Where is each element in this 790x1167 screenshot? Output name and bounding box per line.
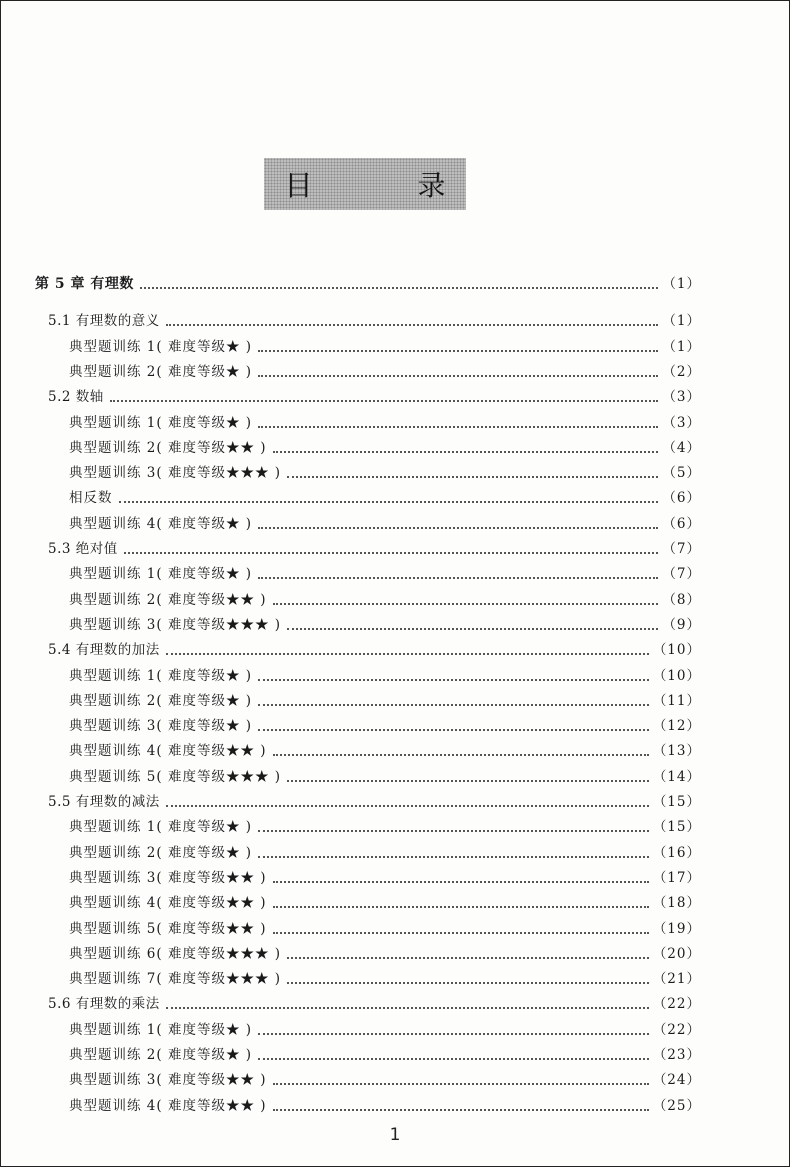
toc-item-row bbox=[69, 1096, 701, 1116]
toc-page-number: （19） bbox=[652, 920, 701, 937]
toc-item-row bbox=[69, 438, 701, 458]
toc-page-number: （10） bbox=[652, 667, 701, 684]
dot-leader bbox=[110, 400, 659, 402]
toc-section-row bbox=[48, 539, 701, 559]
toc-page-number: （1） bbox=[662, 313, 701, 330]
dot-leader bbox=[287, 957, 649, 959]
toc-page-number: （22） bbox=[652, 996, 701, 1013]
toc-page-number: （16） bbox=[652, 844, 701, 861]
dot-leader bbox=[258, 527, 658, 529]
toc-page-number: （5） bbox=[662, 465, 701, 482]
title-banner bbox=[264, 158, 494, 210]
toc-item-row bbox=[69, 666, 701, 686]
dot-leader bbox=[287, 476, 658, 478]
toc-item-row bbox=[69, 944, 701, 964]
toc-entry-label: 典型题训练 2( 难度等级★ ) bbox=[69, 692, 252, 709]
dot-leader bbox=[258, 350, 658, 352]
toc-page-number: （15） bbox=[652, 794, 701, 810]
toc-item-row bbox=[69, 1020, 701, 1040]
toc-item-row bbox=[69, 767, 701, 787]
toc-section-row bbox=[48, 994, 701, 1014]
toc-page-number: （1） bbox=[662, 338, 701, 355]
dot-leader bbox=[258, 1033, 649, 1035]
toc-page-number: （6） bbox=[662, 515, 701, 532]
toc-item-row bbox=[69, 413, 701, 433]
dot-leader bbox=[258, 856, 649, 858]
dot-leader bbox=[258, 1058, 649, 1060]
toc-entry-label: 典型题训练 1( 难度等级★ ) bbox=[69, 338, 252, 355]
toc-entry-label: 典型题训练 4( 难度等级★★ ) bbox=[69, 895, 267, 912]
dot-leader bbox=[273, 1109, 649, 1111]
toc-item-row bbox=[69, 463, 701, 483]
toc-entry-label: 典型题训练 1( 难度等级★ ) bbox=[69, 414, 252, 431]
toc-entry-label: 典型题训练 7( 难度等级★★★ ) bbox=[69, 971, 281, 988]
toc-page-number: （25） bbox=[652, 1097, 701, 1114]
dot-leader bbox=[140, 287, 659, 289]
toc-entry-label: 典型题训练 2( 难度等级★★ ) bbox=[69, 439, 267, 456]
dot-leader bbox=[258, 375, 658, 377]
dot-leader bbox=[273, 932, 649, 934]
toc-entry-label: 典型题训练 2( 难度等级★ ) bbox=[69, 844, 252, 861]
toc-section-row bbox=[48, 311, 701, 331]
dot-leader bbox=[273, 1083, 649, 1085]
toc-entry-label: 典型题训练 1( 难度等级★ ) bbox=[69, 1021, 252, 1038]
toc-entry-label: 典型题训练 5( 难度等级★★ ) bbox=[69, 920, 267, 937]
toc-item-row bbox=[69, 893, 701, 913]
toc-page-number: （7） bbox=[662, 541, 701, 557]
page-number: 1 bbox=[389, 1125, 401, 1145]
dot-leader bbox=[166, 653, 649, 655]
toc-entry-label: 5.2 数轴 bbox=[48, 389, 104, 406]
toc-item-row bbox=[69, 615, 701, 635]
toc-page-number: （3） bbox=[662, 414, 701, 431]
toc-item-row bbox=[69, 919, 701, 939]
toc-page-number: （10） bbox=[652, 642, 701, 659]
toc-entry-label: 5.5 有理数的减法 bbox=[48, 794, 160, 810]
toc-item-row bbox=[69, 868, 701, 888]
toc-page-number: （3） bbox=[662, 389, 701, 406]
dot-leader bbox=[258, 426, 658, 428]
toc-page-number: （21） bbox=[652, 971, 701, 988]
dot-leader bbox=[166, 324, 659, 326]
dot-leader bbox=[166, 805, 649, 807]
toc-entry-label: 典型题训练 3( 难度等级★ ) bbox=[69, 718, 252, 735]
toc-page-number: （22） bbox=[652, 1021, 701, 1038]
dot-leader bbox=[287, 780, 649, 782]
toc-page-number: （7） bbox=[662, 566, 701, 583]
toc-item-row bbox=[69, 488, 701, 508]
toc-entry-label: 典型题训练 4( 难度等级★ ) bbox=[69, 515, 252, 532]
toc-entry-label: 典型题训练 1( 难度等级★ ) bbox=[69, 819, 252, 836]
toc-page-number: （9） bbox=[662, 616, 701, 633]
toc-section-row bbox=[48, 387, 701, 407]
toc-page-number: （1） bbox=[662, 276, 701, 292]
toc-item-row bbox=[69, 514, 701, 534]
toc-entry-label: 典型题训练 3( 难度等级★★★ ) bbox=[69, 616, 281, 633]
toc-page-number: （11） bbox=[652, 692, 701, 709]
toc-page-number: （20） bbox=[652, 945, 701, 962]
toc-entry-label: 典型题训练 3( 难度等级★★★ ) bbox=[69, 465, 281, 482]
toc-item-row bbox=[69, 817, 701, 837]
toc-page-number: （18） bbox=[652, 895, 701, 912]
toc-item-row bbox=[69, 843, 701, 863]
toc-item-row bbox=[69, 741, 701, 761]
dot-leader bbox=[287, 982, 649, 984]
dot-leader bbox=[273, 881, 649, 883]
dot-leader bbox=[273, 906, 649, 908]
toc-entry-label: 典型题训练 3( 难度等级★★ ) bbox=[69, 1072, 267, 1089]
toc-entry-label: 5.1 有理数的意义 bbox=[48, 313, 160, 330]
toc-page-number: （24） bbox=[652, 1072, 701, 1089]
dot-leader bbox=[273, 603, 659, 605]
dot-leader bbox=[258, 729, 649, 731]
toc-page-number: （15） bbox=[652, 819, 701, 836]
toc-chapter-row bbox=[35, 274, 701, 294]
toc-entry-label: 典型题训练 2( 难度等级★ ) bbox=[69, 363, 252, 380]
dot-leader bbox=[166, 1007, 649, 1009]
toc-entry-label: 典型题训练 6( 难度等级★★★ ) bbox=[69, 945, 281, 962]
dot-leader bbox=[258, 577, 658, 579]
dot-leader bbox=[119, 501, 659, 503]
toc-page-number: （2） bbox=[662, 363, 701, 380]
page-title: 目 录 bbox=[284, 169, 494, 202]
toc-entry-label: 相反数 bbox=[69, 490, 113, 507]
toc-page-number: （17） bbox=[652, 869, 701, 886]
toc-entry-label: 典型题训练 3( 难度等级★★ ) bbox=[69, 869, 267, 886]
toc-entry-label: 第 5 章 有理数 bbox=[35, 276, 134, 292]
toc-item-row bbox=[69, 691, 701, 711]
toc-entry-label: 典型题训练 5( 难度等级★★★ ) bbox=[69, 768, 281, 785]
toc-section-row bbox=[48, 792, 701, 812]
toc-section-row bbox=[48, 640, 701, 660]
toc-entry-label: 典型题训练 1( 难度等级★ ) bbox=[69, 667, 252, 684]
toc-item-row bbox=[69, 1070, 701, 1090]
toc-entry-label: 5.4 有理数的加法 bbox=[48, 642, 160, 659]
toc-item-row bbox=[69, 362, 701, 382]
toc-entry-label: 典型题训练 2( 难度等级★ ) bbox=[69, 1047, 252, 1063]
dot-leader bbox=[258, 830, 649, 832]
toc-entry-label: 5.3 绝对值 bbox=[48, 541, 118, 557]
dot-leader bbox=[258, 679, 649, 681]
toc-page-number: （14） bbox=[652, 768, 701, 785]
toc-entry-label: 典型题训练 4( 难度等级★★ ) bbox=[69, 743, 267, 760]
dot-leader bbox=[273, 754, 649, 756]
toc-entry-label: 典型题训练 2( 难度等级★★ ) bbox=[69, 591, 267, 608]
toc-page-number: （6） bbox=[662, 490, 701, 507]
dot-leader bbox=[287, 628, 658, 630]
toc-item-row bbox=[69, 590, 701, 610]
toc-item-row bbox=[69, 337, 701, 357]
toc-page-number: （13） bbox=[652, 743, 701, 760]
toc-item-row bbox=[69, 1045, 701, 1065]
toc-entry-label: 典型题训练 4( 难度等级★★ ) bbox=[69, 1097, 267, 1114]
toc-entry-label: 5.6 有理数的乘法 bbox=[48, 996, 160, 1013]
toc-page-number: （12） bbox=[652, 718, 701, 735]
dot-leader bbox=[124, 552, 659, 554]
toc-item-row bbox=[69, 564, 701, 584]
dot-leader bbox=[273, 451, 659, 453]
toc-page-number: （4） bbox=[662, 439, 701, 456]
toc-entry-label: 典型题训练 1( 难度等级★ ) bbox=[69, 566, 252, 583]
toc-item-row bbox=[69, 716, 701, 736]
dot-leader bbox=[258, 704, 649, 706]
toc-item-row bbox=[69, 969, 701, 989]
toc-page-number: （23） bbox=[652, 1047, 701, 1063]
toc-page-number: （8） bbox=[662, 591, 701, 608]
